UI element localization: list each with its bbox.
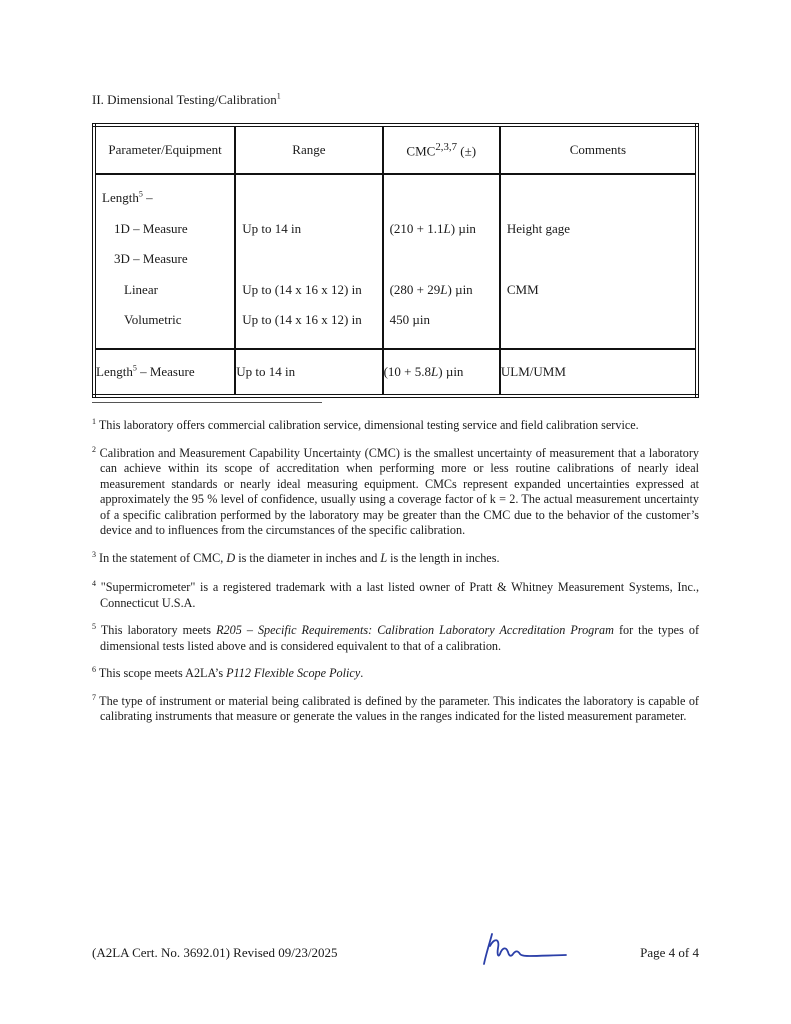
- comment-line: Height gage: [506, 220, 571, 236]
- cmc-variable: L: [443, 220, 451, 236]
- header-parameter: Parameter/Equipment: [94, 125, 235, 174]
- parameter-line: Linear: [124, 281, 158, 297]
- parameter-line: Volumetric: [124, 312, 182, 327]
- footnote-number: 3: [92, 549, 96, 559]
- cmc-text: (280 + 29: [389, 281, 441, 297]
- comment-line: CMM: [506, 281, 539, 297]
- footnote-6: [92, 666, 699, 682]
- footnote-1: [92, 418, 699, 434]
- parameter-text: – Measure: [136, 363, 195, 379]
- footnote-separator: [92, 402, 322, 403]
- header-cmc: [383, 125, 500, 174]
- range-line: [236, 187, 381, 218]
- footnote-text: "Supermicrometer" is a registered trademark with a last listed owner of Pratt & Whitney Measurement Systems, Inc., Connecticut U.S.A.: [100, 580, 700, 610]
- parameter-line: [96, 187, 234, 218]
- signature-icon: [480, 928, 570, 968]
- cell-cmc: [383, 174, 500, 349]
- range-line: Up to 14 in: [242, 220, 302, 236]
- footnote-text: is the length in inches.: [387, 550, 500, 565]
- parameter-line: 1D – Measure: [114, 220, 188, 236]
- section-title-text: II. Dimensional Testing/Calibration: [92, 92, 277, 107]
- section-title: [92, 92, 281, 108]
- cell-comments: ULM/UMM: [500, 349, 697, 396]
- comment-line: [501, 248, 695, 279]
- footnote-ref: 5: [138, 189, 143, 199]
- range-line: Up to (14 x 16 x 12) in: [242, 312, 362, 327]
- parameter-text: Length: [96, 363, 133, 379]
- table-header-row: [94, 125, 697, 174]
- footnote-3: [92, 551, 699, 567]
- parameter-text: Length: [102, 190, 139, 205]
- cmc-text: ) µin: [438, 363, 464, 379]
- footnote-document-title: R205 – Specific Requirements: Calibration Laboratory Accreditation Program: [216, 623, 614, 637]
- cell-cmc: [383, 349, 500, 396]
- footnote-ref: 1: [276, 91, 281, 101]
- signature-stroke: [484, 934, 566, 964]
- certificate-number: (A2LA Cert. No. 3692.01) Revised 09/23/2025: [92, 945, 338, 960]
- footnote-text: This scope meets A2LA’s: [98, 666, 227, 680]
- footnote-5: [92, 623, 699, 654]
- footnote-number: 2: [92, 444, 96, 454]
- cmc-line: [384, 309, 499, 340]
- parameter-line: 3D – Measure: [114, 251, 188, 266]
- scope-table: [92, 123, 699, 398]
- footnote-2: [92, 446, 699, 539]
- footnote-ref: 5: [132, 363, 137, 373]
- footnote-text: is the diameter in inches and: [235, 550, 381, 565]
- header-cmc-suffix: (±): [456, 143, 477, 159]
- range-line: [236, 248, 381, 279]
- header-cmc-text: CMC: [406, 143, 436, 159]
- footnote-text: .: [360, 666, 364, 680]
- cell-parameter: [94, 174, 235, 349]
- comment-line: [501, 187, 695, 218]
- footnote-4: [92, 580, 699, 611]
- footnote-text: The type of instrument or material being calibrated is defined by the parameter. This indicates the laboratory is capable of calibrating instruments that measure or generate the values in the ranges indicated for the listed measurement parameter.: [99, 693, 699, 723]
- footnote-variable: L: [380, 550, 388, 565]
- footnotes: [92, 418, 699, 737]
- table-row: [94, 174, 697, 349]
- footnote-number: 1: [92, 416, 96, 426]
- footnote-policy-title: P112 Flexible Scope Policy: [226, 666, 361, 680]
- footnote-7: [92, 694, 699, 725]
- cmc-text: ) µin: [447, 281, 473, 297]
- cmc-text: (10 + 5.8: [383, 363, 432, 379]
- range-line: Up to (14 x 16 x 12) in: [242, 281, 362, 297]
- footnote-number: 4: [92, 578, 96, 588]
- cell-parameter: [94, 349, 235, 396]
- cmc-text: 450 µin: [389, 312, 430, 327]
- parameter-text: –: [142, 190, 153, 205]
- footnote-variable: D: [226, 550, 236, 565]
- cmc-line: [384, 218, 499, 249]
- page-number: Page 4 of 4: [640, 945, 699, 960]
- footnote-ref: 2,3,7: [435, 140, 457, 153]
- footnote-text: This laboratory offers commercial calibration service, dimensional testing service and field calibration service.: [98, 418, 639, 432]
- footnote-text: In the statement of CMC,: [99, 550, 227, 565]
- cmc-variable: L: [431, 363, 439, 379]
- cmc-variable: L: [440, 281, 448, 297]
- footnote-text: This laboratory meets: [100, 623, 217, 637]
- cmc-line: [384, 248, 499, 279]
- footnote-text: Calibration and Measurement Capability Uncertainty (CMC) is the smallest uncertainty of measurement that a laboratory can achieve within its scope of accreditation when performing more or less routine calibrations of nearly ideal measurement standards or nearly ideal measuring equipment. CMCs represent expanded uncertainties expressed at approximately the 95 % level of confidence, usually using a coverage factor of k = 2. The actual measurement uncertainty of a specific calibration performed by the laboratory may be greater than the CMC due to the behavior of the customer’s device and to influences from the circumstances of the specific calibration.: [99, 445, 699, 537]
- cmc-line: [384, 279, 499, 310]
- footnote-number: 5: [92, 621, 96, 631]
- table-row: [94, 349, 697, 396]
- cmc-text: (210 + 1.1: [389, 220, 444, 236]
- header-comments: Comments: [500, 125, 697, 174]
- footnote-number: 6: [92, 664, 96, 674]
- cell-comments: [500, 174, 697, 349]
- comment-line: [501, 309, 695, 340]
- footnote-number: 7: [92, 692, 96, 702]
- cell-range: [235, 174, 382, 349]
- cmc-line: [384, 187, 499, 218]
- footnote-text: for the types of dimensional tests listed above and is considered equivalent to that of a calibration.: [100, 623, 700, 653]
- header-range: Range: [235, 125, 382, 174]
- cell-range: Up to 14 in: [235, 349, 382, 396]
- cmc-text: ) µin: [450, 220, 476, 236]
